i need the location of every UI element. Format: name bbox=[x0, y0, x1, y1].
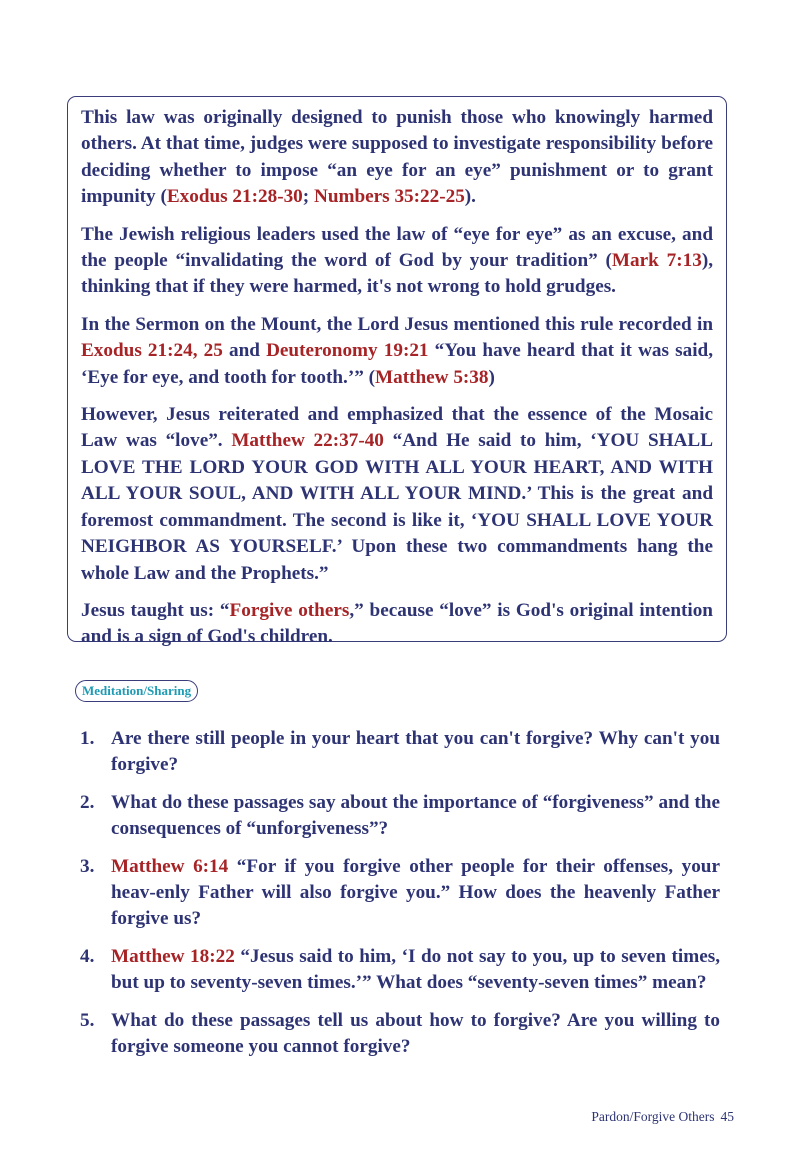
question-number: 5. bbox=[80, 1009, 95, 1031]
question-number: 1. bbox=[80, 728, 95, 749]
paragraph-text: ), thinking that if they were harmed, it's not wrong to hold grudges. bbox=[81, 250, 713, 298]
scripture-reference: Mark 7:13 bbox=[611, 250, 702, 272]
page-number: 45 bbox=[720, 1109, 734, 1124]
question-item bbox=[80, 944, 720, 997]
question-item bbox=[80, 1008, 720, 1061]
meditation-sharing-tag: Meditation/Sharing bbox=[75, 680, 198, 702]
paragraph-sermon-on-mount bbox=[81, 312, 713, 391]
paragraph-text: However, Jesus reiterated and emphasized that the essence of the Mosaic Law was “love”. bbox=[81, 404, 713, 452]
paragraph-text: ,” because “love” is God's original intention and is a sign of God's children. bbox=[81, 599, 713, 648]
teaching-box bbox=[67, 96, 727, 648]
scripture-reference: Exodus 21:28-30 bbox=[166, 186, 303, 208]
scripture-reference: Matthew 5:38 bbox=[375, 366, 489, 388]
paragraph-text: “And He said to him, ‘YOU SHALL LOVE THE LORD YOUR GOD WITH ALL YOUR HEART, AND WITH ALL YOUR SOUL, AND WITH ALL YOUR MIND.’ This is the great and foremost commandment. The second is like it, ‘YOU SHALL LOVE YOUR NEIGHBOR AS YOURSELF.’ Upon these two commandments hang the whole Law and the Prophets.” bbox=[81, 430, 713, 584]
question-item bbox=[80, 854, 720, 933]
paragraph-text: The Jewish religious leaders used the law of “eye for eye” as an excuse, and the people “invalidating the word of God by your tradition” ( bbox=[81, 223, 713, 272]
paragraph-text: Jesus taught us: “ bbox=[81, 599, 230, 621]
forgive-others-highlight: Forgive others bbox=[229, 599, 350, 621]
question-item bbox=[80, 726, 720, 779]
paragraph-text: “You have heard that it was said, ‘Eye for eye, and tooth for tooth.’” ( bbox=[81, 340, 713, 388]
question-number: 2. bbox=[80, 791, 95, 813]
paragraph-text: This law was originally designed to punish those who knowingly harmed others. At that time, judges were supposed to investigate responsibility before deciding whether to impose “an eye for an eye” punishment or to grant impunity ( bbox=[81, 107, 713, 208]
question-number: 3. bbox=[80, 855, 95, 877]
question-text bbox=[111, 944, 720, 997]
paragraph-text: In the Sermon on the Mount, the Lord Jesus mentioned this rule recorded in bbox=[81, 313, 713, 335]
paragraph-law-origin bbox=[81, 105, 713, 211]
scripture-reference: Matthew 22:37-40 bbox=[231, 430, 384, 452]
paragraph-law-of-love bbox=[81, 402, 713, 587]
running-title: Pardon/Forgive Others bbox=[591, 1109, 715, 1124]
paragraph-religious-leaders bbox=[81, 222, 713, 301]
paragraph-forgive-others bbox=[81, 598, 713, 651]
question-body: “Jesus said to him, ‘I do not say to you, up to seven times, but up to seventy-seven times.’” What does “seventy-seven times” mean? bbox=[111, 945, 721, 994]
scripture-reference: Matthew 6:14 bbox=[111, 855, 229, 877]
paragraph-text: ; bbox=[302, 186, 314, 208]
question-body: What do these passages say about the importance of “forgiveness” and the consequences of “unforgiveness”? bbox=[111, 791, 720, 840]
question-text bbox=[111, 726, 720, 779]
page-footer bbox=[591, 1109, 734, 1125]
question-text bbox=[111, 854, 720, 933]
question-list bbox=[80, 726, 720, 1071]
scripture-reference: Matthew 18:22 bbox=[111, 945, 235, 967]
question-text bbox=[111, 1008, 720, 1061]
question-number: 4. bbox=[80, 945, 95, 967]
question-body: What do these passages tell us about how to forgive? Are you willing to forgive someone you cannot forgive? bbox=[111, 1009, 720, 1058]
scripture-reference: Deuteronomy 19:21 bbox=[266, 340, 429, 362]
question-item bbox=[80, 790, 720, 843]
scripture-reference: Exodus 21:24, 25 bbox=[81, 340, 223, 362]
scripture-reference: Numbers 35:22-25 bbox=[313, 186, 465, 208]
question-body: “For if you forgive other people for their offenses, your heav-enly Father will also forgive you.” How does the heavenly Father forgive us? bbox=[111, 855, 720, 930]
question-body: Are there still people in your heart that you can't forgive? Why can't you forgive? bbox=[111, 728, 720, 776]
question-text bbox=[111, 790, 720, 843]
paragraph-text: and bbox=[222, 340, 267, 362]
paragraph-text: ). bbox=[464, 186, 476, 208]
paragraph-text: ) bbox=[488, 366, 495, 388]
